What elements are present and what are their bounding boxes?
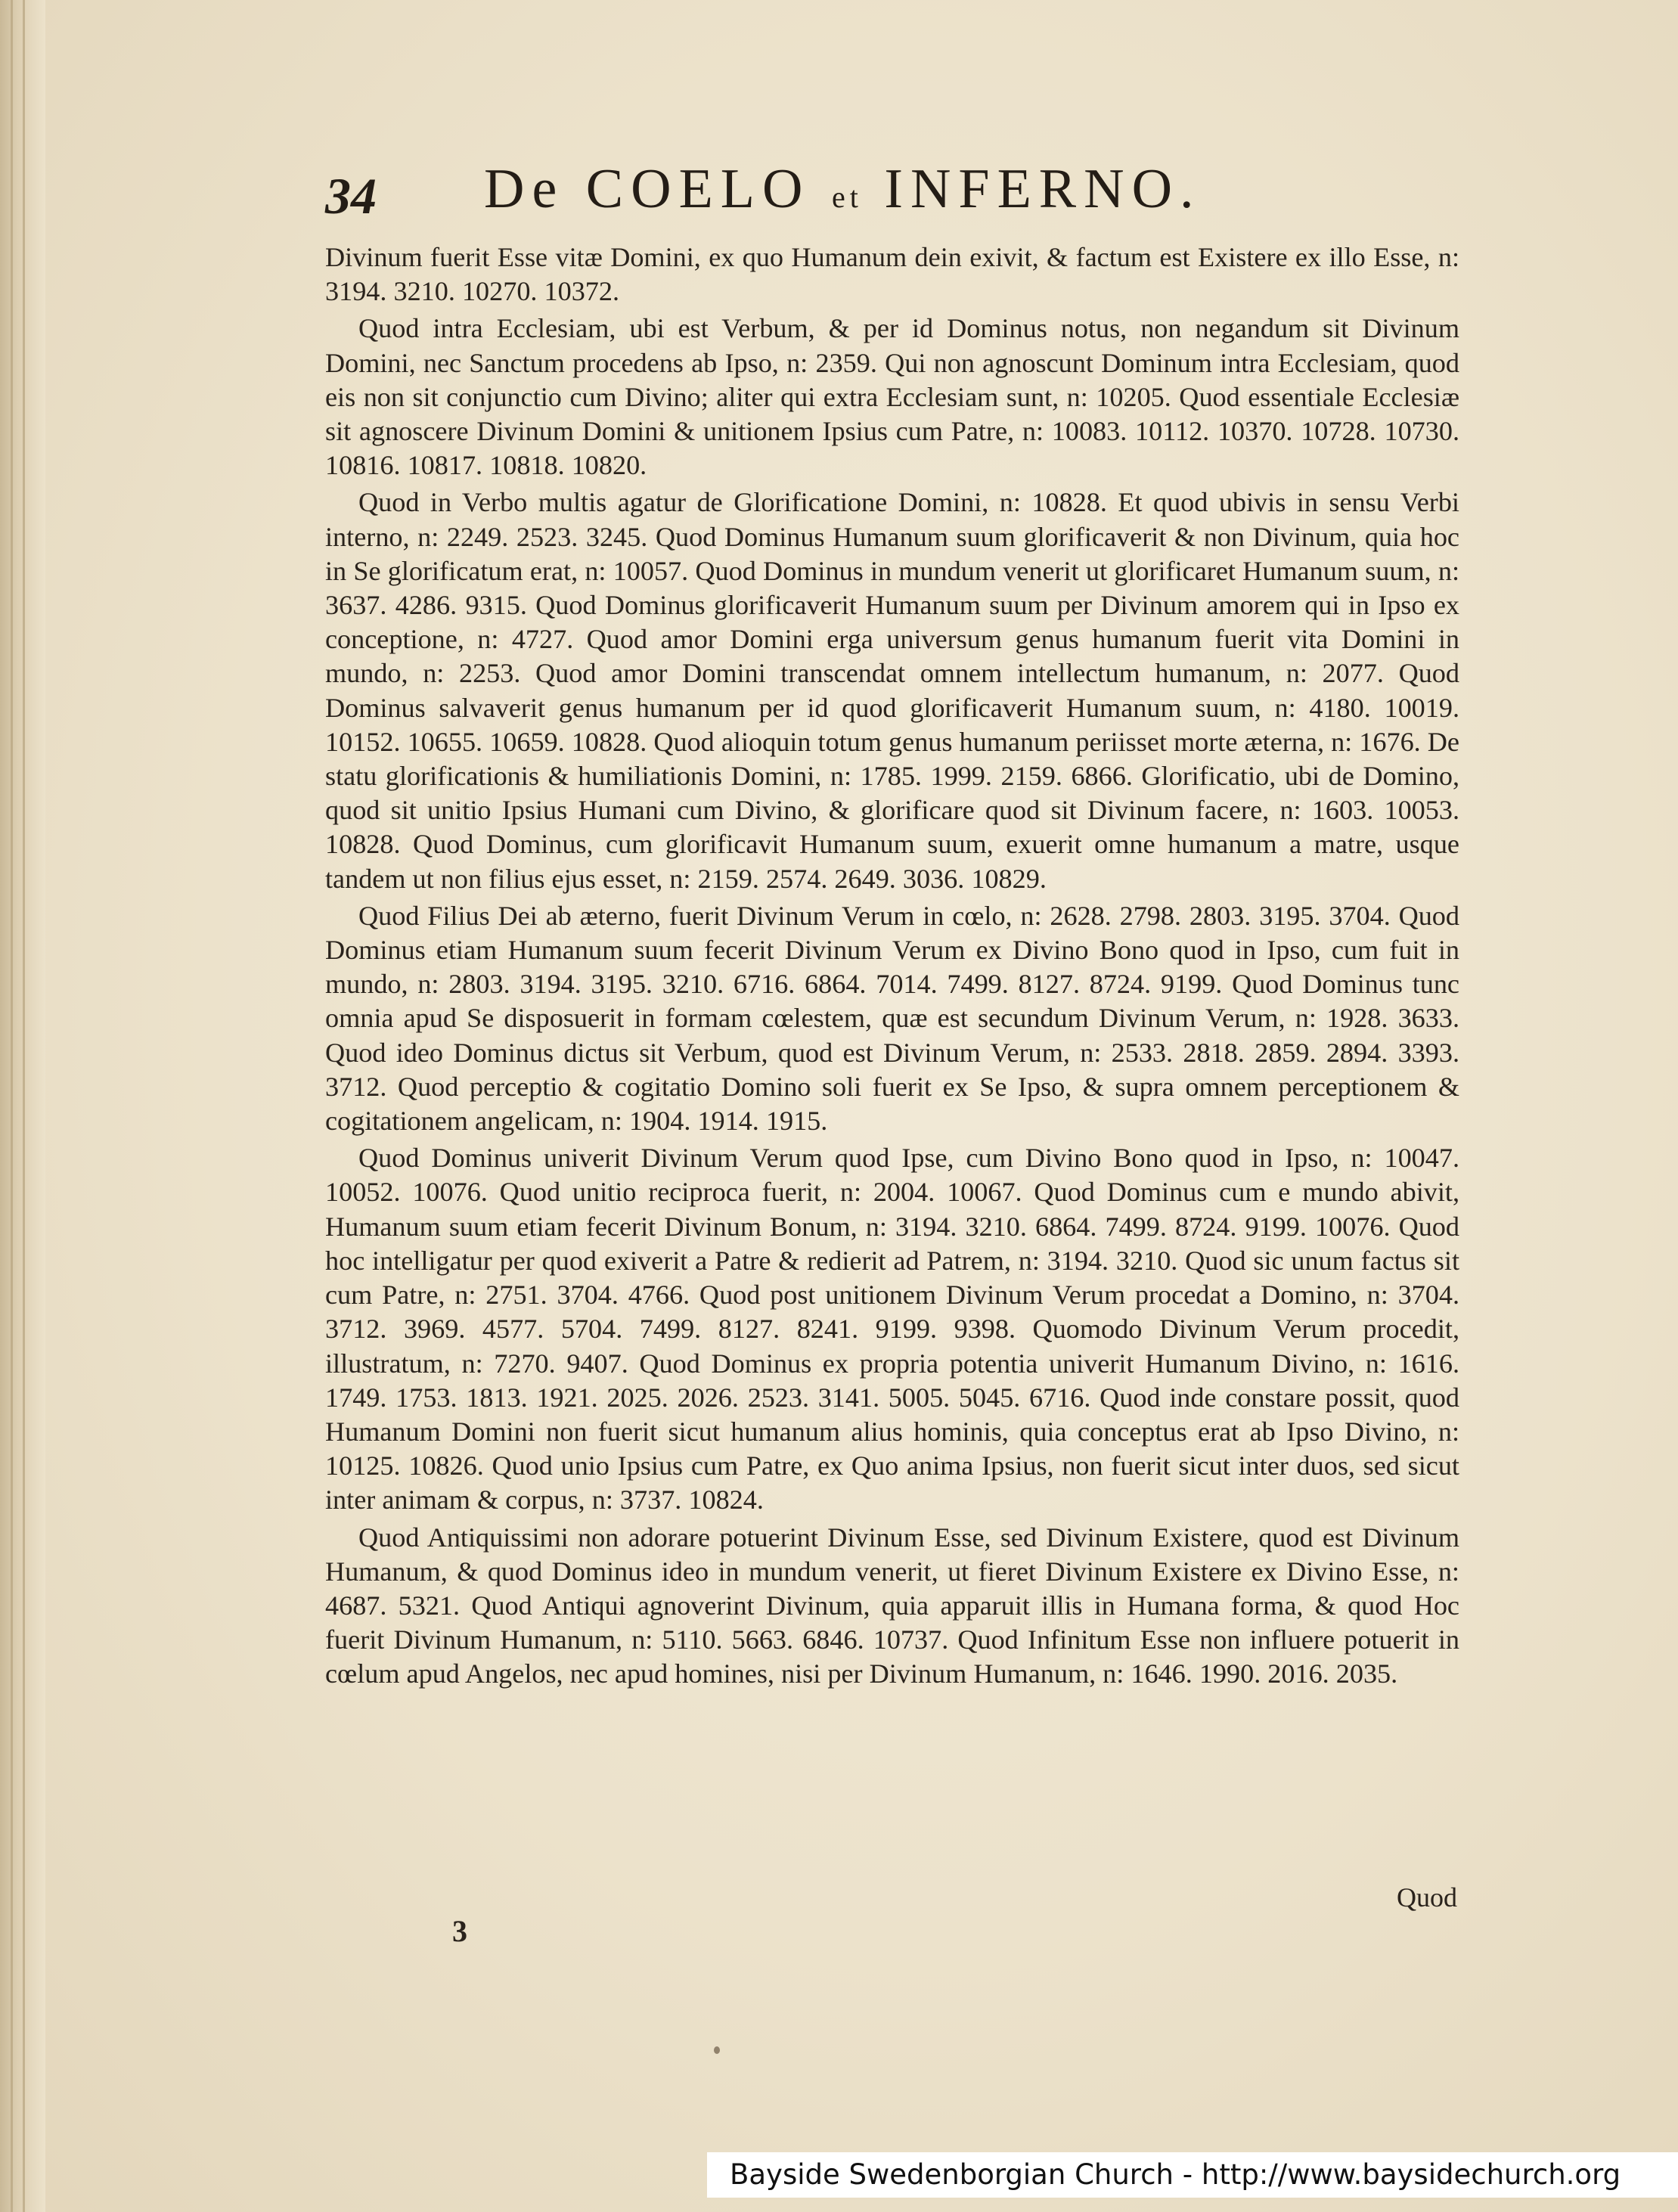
running-head: [484, 157, 1202, 222]
page-header: [325, 151, 1490, 234]
paragraph: Divinum fuerit Esse vitæ Domini, ex quo Humanum dein exivit, & factum est Existere ex illo Esse, n: 3194. 3210. 10270. 10372.: [325, 242, 1459, 307]
page-number: 34: [325, 167, 377, 225]
footer-credit: Bayside Swedenborgian Church - http://www.baysidechurch.org: [730, 2158, 1621, 2191]
paper-speck: [714, 2046, 720, 2054]
title-word-coelo: COELO: [585, 158, 811, 220]
catchword: Quod: [1397, 1882, 1457, 1913]
gutter-line: [23, 0, 25, 2212]
title-word-inferno: INFERNO.: [884, 158, 1202, 220]
title-prefix: De: [484, 158, 565, 220]
paragraph: Quod Dominus univerit Divinum Verum quod Ipse, cum Divino Bono quod in Ipso, n: 10047. 10052. 10076. Quod unitio reciproca fuerit, n: 2004. 10067. Quod Dominus cum e mundo abivit, Humanum suum etiam fecerit Divinum Bonum, n: 3194. 3210. 6864. 7499. 8724. 9199. 10076. Quod hoc intelligatur per quod exiverit a Patre & redierit ad Patrem, n: 3194. 3210. Quod sic unum factus sit cum Patre, n: 2751. 3704. 4766. Quod post unitionem Divinum Verum procedat a Domino, n: 3704. 3712. 3969. 4577. 5704. 7499. 8127. 8241. 9199. 9398. Quomodo Divinum Verum procedit, illustratum, n: 7270. 9407. Quod Dominus ex propria potentia univerit Humanum Divino, n: 1616. 1749. 1753. 1813. 1921. 2025. 2026. 2523. 3141. 5005. 5045. 6716. Quod inde constare possit, quod Humanum Domini non fuerit sicut humanum alius hominis, quia conceptus erat ab Ipso Divino, n: 10125. 10826. Quod unio Ipsius cum Patre, ex Quo anima Ipsius, non fuerit sicut inter duos, sed sicut inter animam & corpus, n: 3737. 10824.: [325, 1143, 1459, 1516]
body-text: [325, 240, 1459, 1695]
paragraph: Quod Filius Dei ab æterno, fuerit Divinum Verum in cœlo, n: 2628. 2798. 2803. 3195. 3704. Quod Dominus etiam Humanum suum fecerit Divinum Verum ex Divino Bono quod in Ipso, cum fuit in mundo, n: 2803. 3194. 3195. 3210. 6716. 6864. 7014. 7499. 8127. 8724. 9199. Quod Dominus tunc omnia apud Se disposuerit in formam cœlestem, quæ est secundum Divinum Verum, n: 1928. 3633. Quod ideo Dominus dictus sit Verbum, quod est Divinum Verum, n: 2533. 2818. 2859. 2894. 3393. 3712. Quod perceptio & cogitatio Domino soli fuerit ex Se Ipso, & supra omnem perceptionem & cogitationem angelicam, n: 1904. 1914. 1915.: [325, 900, 1459, 1137]
signature-mark: 3: [452, 1914, 467, 1948]
gutter-line: [11, 0, 13, 2212]
title-connector: et: [831, 180, 863, 214]
paragraph: Quod Antiquissimi non adorare potuerint Divinum Esse, sed Divinum Existere, quod est Divinum Humanum, & quod Dominus ideo in mundum venerit, ut fieret Divinum Existere ex Divino Esse, n: 4687. 5321. Quod Antiqui agnoverint Divinum, quia apparuit illis in Humana forma, & quod Hoc fuerit Divinum Humanum, n: 5110. 5663. 6846. 10737. Quod Infinitum Esse non influere potuerit in cœlum apud Angelos, nec apud homines, nisi per Divinum Humanum, n: 1646. 1990. 2016. 2035.: [325, 1522, 1459, 1689]
footer-credit-bar: [707, 2152, 1678, 2198]
paragraph: Quod intra Ecclesiam, ubi est Verbum, & per id Dominus notus, non negandum sit Divinum Domini, nec Sanctum procedens ab Ipso, n: 2359. Qui non agnoscunt Dominum intra Ecclesiam, quod eis non sit conjunctio cum Divino; aliter qui extra Ecclesiam sunt, n: 10205. Quod essentiale Ecclesiæ sit agnoscere Divinum Domini & unitionem Ipsius cum Patre, n: 10083. 10112. 10370. 10728. 10730. 10816. 10817. 10818. 10820.: [325, 313, 1459, 481]
paragraph: Quod in Verbo multis agatur de Glorificatione Domini, n: 10828. Et quod ubivis in sensu Verbi interno, n: 2249. 2523. 3245. Quod Dominus Humanum suum glorificaverit & non Divinum, quia hoc in Se glorificatum erat, n: 10057. Quod Dominus in mundum venerit ut glorificaret Humanum suum, n: 3637. 4286. 9315. Quod Dominus glorificaverit Humanum suum per Divinum amorem qui in Ipso ex conceptione, n: 4727. Quod amor Domini erga universum genus humanum fuerit vita Domini in mundo, n: 2253. Quod amor Domini transcendat omnem intellectum humanum, n: 2077. Quod Dominus salvaverit genus humanum per id quod glorificaverit Humanum suum, n: 4180. 10019. 10152. 10655. 10659. 10828. Quod alioquin totum genus humanum periisset morte æterna, n: 1676. De statu glorificationis & humiliationis Domini, n: 1785. 1999. 2159. 6866. Glorificatio, ubi de Domino, quod sit unitio Ipsius Humani cum Divino, & glorificare quod sit Divinum facere, n: 1603. 10053. 10828. Quod Dominus, cum glorificavit Humanum suum, exuerit omne humanum a matre, usque tandem ut non filius ejus esset, n: 2159. 2574. 2649. 3036. 10829.: [325, 487, 1459, 894]
